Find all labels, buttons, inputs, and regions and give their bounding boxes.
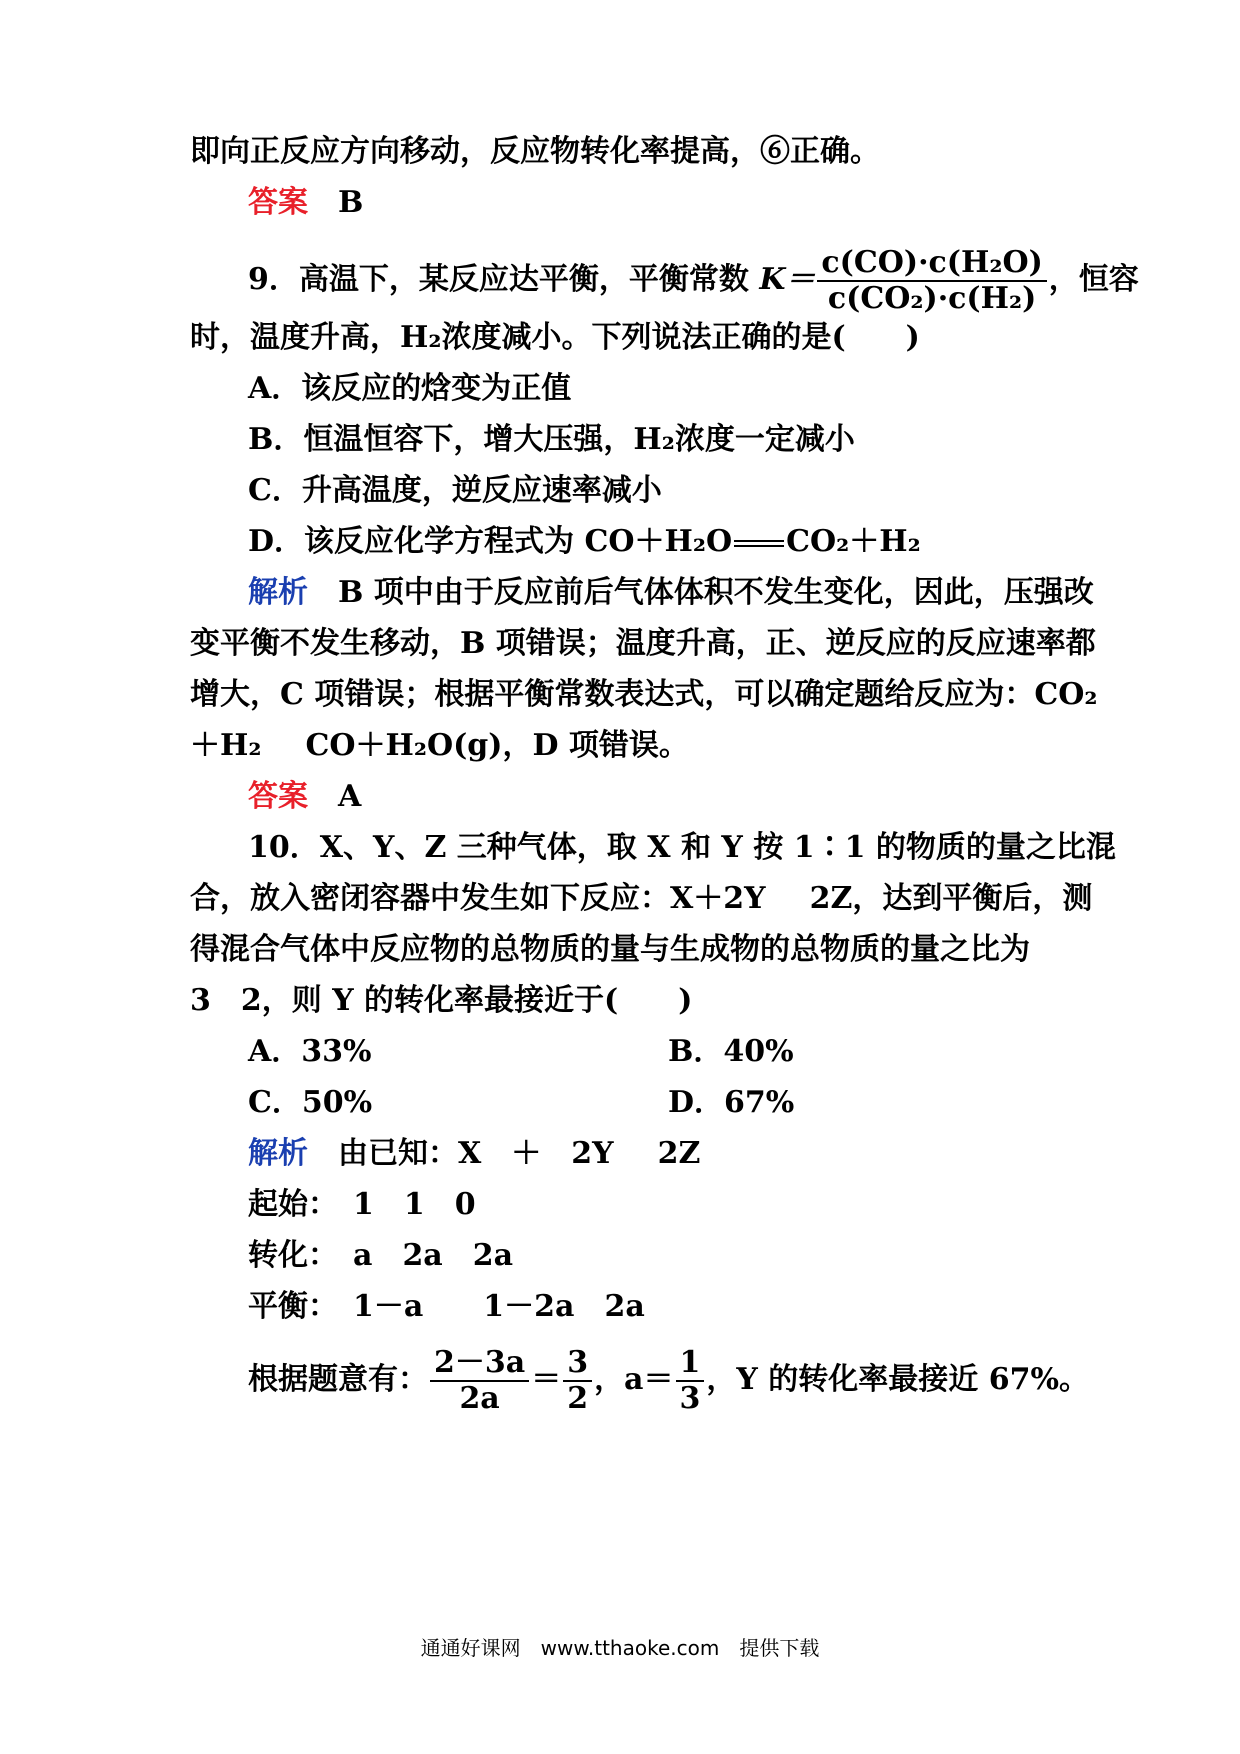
- text: 3 2，则 Y 的转化率最接近于( ): [190, 983, 693, 1018]
- fraction-numerator: 2－3a: [430, 1346, 529, 1382]
- answer-line: [248, 777, 1128, 817]
- fraction-numerator: c(CO)·c(H₂O): [817, 246, 1046, 282]
- text: 根据题意有：: [248, 1362, 428, 1397]
- text: 时，温度升高，H₂浓度减小。下列说法正确的是( ): [190, 320, 920, 355]
- question-10-line-2: [190, 879, 1093, 919]
- answer-label: 答案: [248, 779, 308, 814]
- text: ，a＝: [594, 1362, 674, 1397]
- text: 平衡： 1－a 1－2a 2a: [248, 1289, 645, 1324]
- analysis-line-1: [248, 573, 1128, 613]
- option-d: D．67%: [668, 1085, 795, 1120]
- question-10-line-4: [190, 981, 1070, 1021]
- text: ＝: [531, 1362, 562, 1397]
- question-10-line-3: [190, 930, 1070, 970]
- answer-line: [248, 183, 1128, 223]
- text: 增大，C 项错误；根据平衡常数表达式，可以确定题给反应为：CO₂: [190, 677, 1098, 712]
- answer-label: 答案: [248, 185, 308, 220]
- text: 即向正反应方向移动，反应物转化率提高，⑥正确。: [190, 134, 880, 169]
- fraction-denominator: 2a: [459, 1381, 500, 1416]
- fraction-numerator: 3: [563, 1346, 592, 1382]
- options-row-2: [248, 1083, 1128, 1123]
- option-b: [248, 420, 1128, 460]
- text: ，恒容: [1048, 262, 1139, 297]
- text: C．升高温度，逆反应速率减小: [248, 473, 662, 508]
- answer-value: B: [338, 185, 364, 220]
- fraction-1: [430, 1346, 529, 1416]
- text: 10．X、Y、Z 三种气体，取 X 和 Y 按 1∶1 的物质的量之比混: [248, 830, 1116, 865]
- analysis-label: 解析: [248, 1136, 308, 1171]
- fraction-denominator: 2: [567, 1381, 589, 1416]
- text: A．该反应的焓变为正值: [248, 371, 572, 406]
- question-9-line-1: [248, 245, 1139, 316]
- fraction-3: [676, 1346, 705, 1416]
- text: D．该反应化学方程式为 CO＋H₂O: [248, 524, 733, 559]
- text: 2Z，达到平衡后，测: [809, 881, 1093, 916]
- text: B 项中由于反应前后气体体积不发生变化，因此，压强改: [338, 575, 1094, 610]
- text: 变平衡不发生移动，B 项错误；温度升高，正、逆反应的反应速率都: [190, 626, 1096, 661]
- text: 得混合气体中反应物的总物质的量与生成物的总物质的量之比为: [190, 932, 1030, 967]
- text: CO₂＋H₂: [786, 524, 921, 559]
- footer: 通通好课网 www.tthaoke.com 提供下载: [420, 1636, 820, 1660]
- fraction-numerator: 1: [676, 1346, 705, 1382]
- analysis-line-3: [190, 675, 1098, 715]
- equals-sign-icon: [734, 537, 784, 549]
- text: 起始： 1 1 0: [248, 1187, 476, 1222]
- text: 2Z: [657, 1136, 701, 1171]
- text: 由已知：X ＋ 2Y: [338, 1136, 614, 1171]
- k-symbol: K＝: [759, 262, 816, 297]
- option-d: [248, 522, 1128, 562]
- text: 转化： a 2a 2a: [248, 1238, 514, 1273]
- text: ＋H₂: [190, 728, 262, 763]
- answer-value: A: [338, 779, 362, 814]
- text: CO＋H₂O(g)，D 项错误。: [305, 728, 689, 763]
- text: 合，放入密闭容器中发生如下反应：X＋2Y: [190, 881, 766, 916]
- option-c: [248, 471, 1128, 511]
- fraction-denominator: c(CO₂)·c(H₂): [827, 281, 1037, 316]
- option-c: C．50%: [248, 1085, 373, 1120]
- options-row-1: [248, 1032, 1128, 1072]
- text: ，Y 的转化率最接近 67%。: [706, 1362, 1089, 1397]
- analysis-2-line-1: [248, 1134, 1128, 1174]
- text: 9．高温下，某反应达平衡，平衡常数: [248, 262, 749, 297]
- row-equilibrium: [248, 1287, 1128, 1327]
- question-9-line-2: [190, 318, 1070, 358]
- analysis-line-4: [190, 726, 1070, 766]
- option-a: A．33%: [248, 1034, 372, 1069]
- text: B．恒温恒容下，增大压强，H₂浓度一定减小: [248, 422, 855, 457]
- option-b: B．40%: [668, 1034, 794, 1069]
- fraction-2: [563, 1346, 592, 1416]
- option-a: [248, 369, 1128, 409]
- analysis-line-2: [190, 624, 1096, 664]
- row-change: [248, 1236, 1128, 1276]
- k-fraction: [817, 246, 1046, 316]
- analysis-label: 解析: [248, 575, 308, 610]
- final-line: [248, 1345, 1128, 1416]
- row-start: [248, 1185, 1128, 1225]
- fraction-denominator: 3: [679, 1381, 701, 1416]
- question-10-line-1: [248, 828, 1128, 868]
- text-line: [190, 132, 1070, 172]
